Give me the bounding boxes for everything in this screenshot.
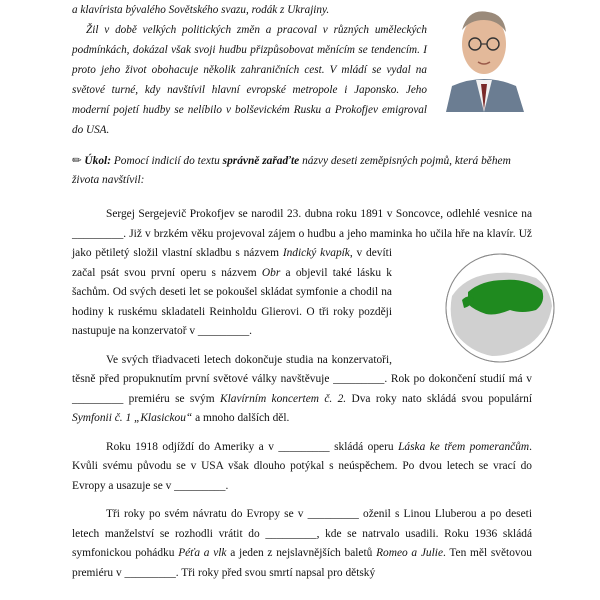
text-run: . Již v brzkém věku projevoval zájem o hudbu a jeho maminka ho učila hře na klavír. Už jako pětiletý složil vlastní skladbu s názvem	[72, 227, 532, 259]
text-run: Sergej Sergejevič Prokofjev se narodil 23. dubna roku 1891 v Soncovce, odlehlé vesnice na	[106, 208, 532, 220]
text-run: Péťa a vlk	[178, 547, 227, 559]
text-run: skládá operu	[329, 440, 399, 453]
blank-2[interactable]: _________	[197, 325, 250, 337]
intro-paragraph: Žil v době velkých politických změn a pracoval v různých uměleckých podmínkách, dokázal však svoji hudbu přizpůsobovat měnícím se tendencím. I proto jeho život obohacuje několik zahraničních cest. V mládí se vydal na světové turné, kdy navštívil hlavní evropské metropole i Japonsko. Jeho moderní pojetí hudby se nelíbilo v bolševickém Rusku a Prokofjev emigroval do USA.	[72, 24, 427, 136]
task-text-2: názvy deseti zeměpisných pojmů, která během života navštívil:	[72, 155, 511, 186]
text-run: , v devíti začal psát svou první operu s názvem	[72, 247, 392, 279]
blank-7[interactable]: _________	[307, 508, 359, 520]
blank-6[interactable]: _________	[174, 479, 226, 492]
text-run: . Rok po dokončení studií má v	[384, 373, 532, 385]
inline-italic: Indický kvapík	[282, 247, 350, 259]
pencil-icon: ✏	[72, 155, 82, 167]
text-run: Ve svých třiadvaceti letech dokončuje studia na konzervatoři, těsně před propuknutím první světové války navštěvuje	[72, 353, 392, 385]
text-run: .	[249, 325, 253, 337]
task-instruction	[72, 152, 532, 190]
paragraph-3	[72, 438, 532, 497]
paragraph-4	[72, 505, 532, 583]
text-run: Klavírním koncertem č. 2.	[219, 392, 347, 405]
text-run: Dva roky nato skládá svou populární	[346, 392, 533, 405]
globe-icon	[434, 248, 566, 366]
task-text-1: Pomocí indicií do textu	[110, 155, 223, 167]
text-run: premiéru se svým	[123, 392, 220, 405]
text-run: a objevil také lásku k šachům. Od svých deseti let se pokoušel skládat symfonie a chodil na hodiny k ruskému skladateli Reinholdu Glierovi. O tři roky později nastupuje na konzervatoř v	[72, 266, 392, 337]
task-bold: správně zařaďte	[222, 155, 300, 167]
text-run: , kde se natrvalo usadili. Roku 1936 skládá symfonickou pohádku	[72, 527, 533, 559]
text-run: . Ten měl světovou premiéru v	[72, 547, 532, 579]
intro-line: a klavírista bývalého Sovětského svazu, rodák z Ukrajiny.	[72, 4, 330, 16]
text-run: a mnoho dalších děl.	[192, 412, 290, 424]
blank-1[interactable]: _________	[72, 227, 124, 240]
paragraph-1	[72, 205, 532, 342]
blank-3[interactable]: _________	[333, 373, 385, 385]
text-run: Tři roky po svém návratu do Evropy se v	[106, 508, 308, 520]
text-run: a jeden z nejslavnějších baletů	[226, 547, 377, 559]
text-run: Roku 1918 odjíždí do Ameriky a v	[106, 440, 279, 453]
text-run: Obr	[261, 266, 281, 279]
task-label: Úkol:	[84, 155, 111, 167]
globe-map	[400, 248, 532, 366]
story-body	[72, 205, 532, 592]
text-run: Symfonii č. 1 „Klasickou“	[72, 412, 193, 424]
blank-9[interactable]: _________	[124, 566, 176, 579]
prokofjev-portrait	[438, 0, 530, 112]
text-run: . Kvůli svému původu se v USA však dlouho potýkal s neúspěchem. Po dvou letech se vrací do Evropy a usazuje se v	[72, 440, 532, 492]
text-run: Romeo a Julie	[376, 547, 443, 559]
text-run: oženil s Linou Lluberou a po deseti letech manželství se rozhodli vrátit do	[72, 508, 532, 540]
text-run: Láska ke třem pomerančům	[398, 440, 530, 453]
blank-4[interactable]: _________	[72, 392, 124, 405]
text-run: .	[225, 479, 229, 492]
blank-8[interactable]: _________	[265, 527, 317, 540]
intro-text	[72, 0, 427, 140]
text-run: . Tři roky před svou smrtí napsal pro dětský	[175, 566, 376, 579]
blank-5[interactable]: _________	[278, 440, 330, 453]
